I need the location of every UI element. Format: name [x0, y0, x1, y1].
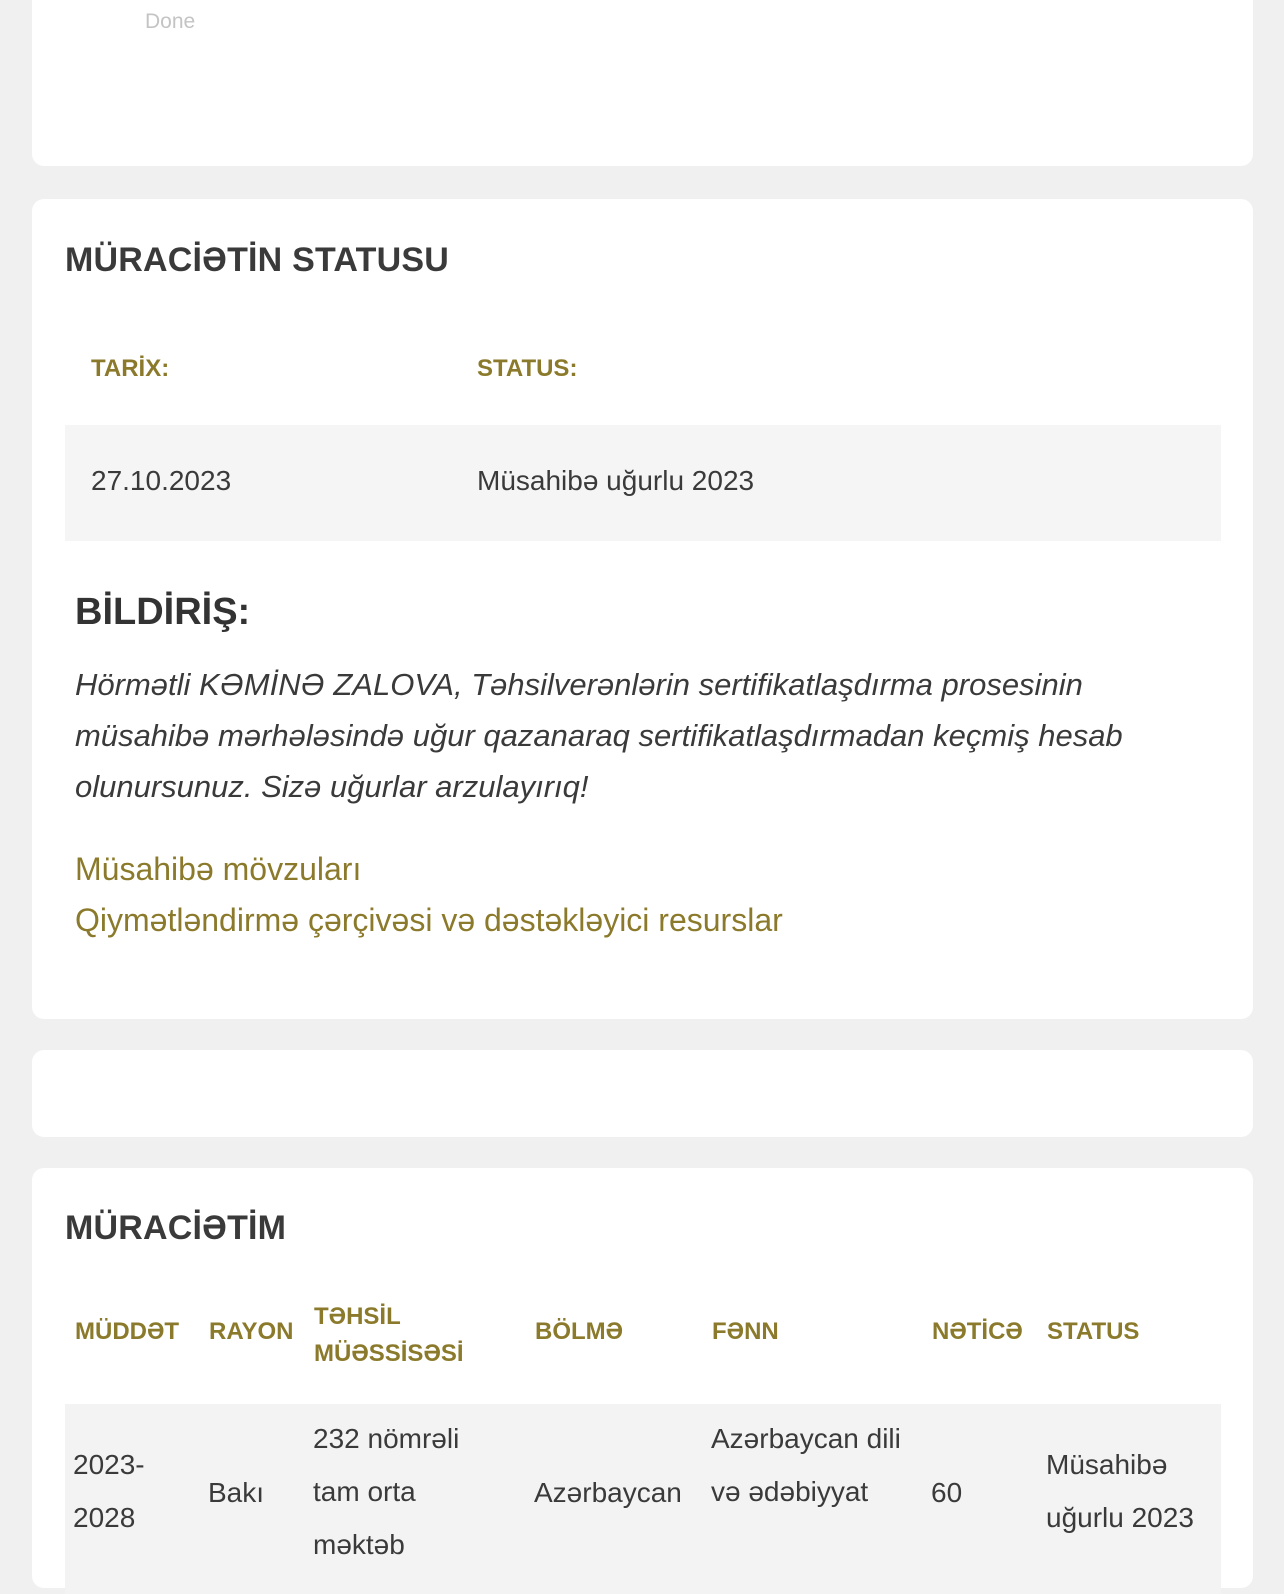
- result-header: NƏTİCƏ: [932, 1318, 1023, 1345]
- district-cell: Bakı: [208, 1477, 265, 1508]
- section-header: BÖLMƏ: [535, 1318, 624, 1345]
- district-header: RAYON: [209, 1318, 294, 1345]
- section-cell: Azərbaycan: [534, 1477, 682, 1508]
- status-cell: Müsahibə uğurlu 2023: [1046, 1449, 1194, 1533]
- institution-header: TƏHSİL MÜƏSSİSƏSİ: [314, 1303, 464, 1367]
- notice-text: Hörmətli KƏMİNƏ ZALOVA, Təhsilverənlərin sertifikatlaşdırma prosesinin müsahibə mərhələsində uğur qazanaraq sertifikatlaşdırmadan keçmiş hesab olunursunuz. Sizə uğurlar arzulayırıq!: [75, 667, 1123, 804]
- status-column-header: STATUS:: [477, 355, 578, 382]
- notice-title: BİLDİRİŞ:: [75, 591, 251, 633]
- duration-header: MÜDDƏT: [75, 1318, 180, 1345]
- application-status-card: [32, 199, 1253, 1019]
- status-row: [65, 425, 1221, 541]
- institution-cell: 232 nömrəli tam orta məktəb: [313, 1423, 460, 1560]
- status-section-title: MÜRACİƏTİN STATUSU: [65, 241, 449, 279]
- application-section-title: MÜRACİƏTİM: [65, 1209, 287, 1247]
- subject-cell: Azərbaycan dili və ədəbiyyat: [711, 1423, 901, 1507]
- done-label: Done: [145, 10, 196, 33]
- duration-cell: 2023-2028: [73, 1449, 145, 1533]
- my-application-card: [32, 1168, 1253, 1588]
- empty-card: [32, 1050, 1253, 1137]
- assessment-framework-link[interactable]: Qiymətləndirmə çərçivəsi və dəstəkləyici resurslar: [75, 902, 783, 938]
- top-card: [32, 0, 1253, 166]
- result-cell: 60: [931, 1477, 963, 1508]
- status-date: 27.10.2023: [91, 465, 232, 496]
- interview-topics-link[interactable]: Müsahibə mövzuları: [75, 851, 362, 887]
- status-value: Müsahibə uğurlu 2023: [477, 465, 755, 496]
- status-header: STATUS: [1047, 1318, 1140, 1345]
- subject-header: FƏNN: [712, 1318, 779, 1345]
- date-column-header: TARİX:: [91, 355, 170, 382]
